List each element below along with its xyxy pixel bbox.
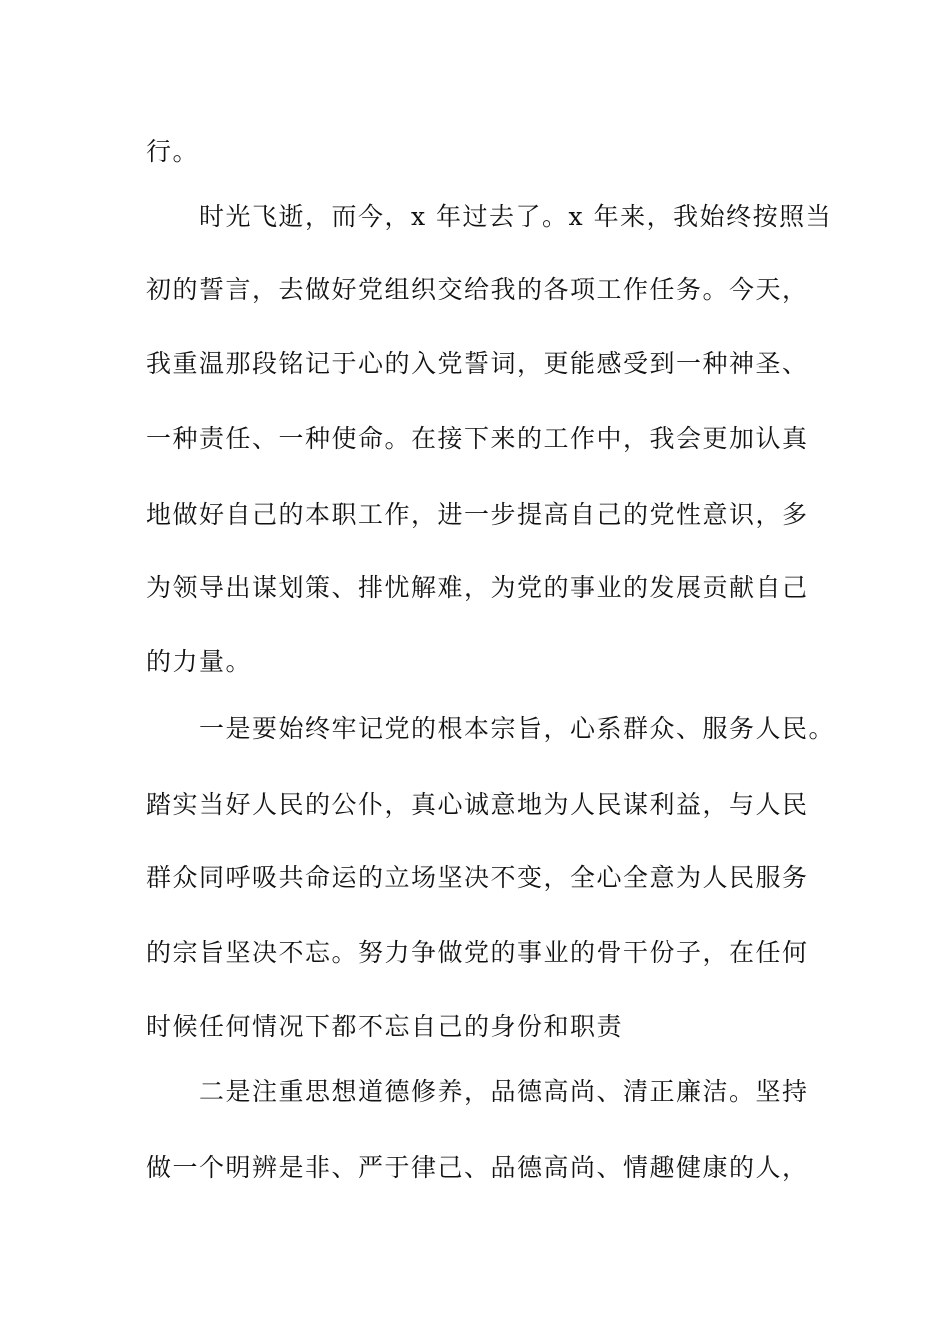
text-line: 时候任何情况下都不忘自己的身份和职责: [146, 1012, 624, 1041]
text-line: 行。: [146, 137, 200, 166]
text-line: 一种责任、一种使命。在接下来的工作中，我会更加认真: [146, 424, 809, 453]
text-line: 地做好自己的本职工作，进一步提高自己的党性意识，多: [146, 500, 809, 529]
text-line: 踏实当好人民的公仆，真心诚意地为人民谋利益，与人民: [146, 790, 809, 819]
text-line: 的力量。: [146, 647, 253, 676]
text-line: 初的誓言，去做好党组织交给我的各项工作任务。今天，: [146, 275, 809, 304]
text-line: 做一个明辨是非、严于律己、品德高尚、情趣健康的人，: [146, 1153, 809, 1182]
text-line: 二是注重思想道德修养，品德高尚、清正廉洁。坚持: [199, 1077, 809, 1106]
text-line: 的宗旨坚决不忘。努力争做党的事业的骨干份子，在任何: [146, 938, 809, 967]
text-line: 群众同呼吸共命运的立场坚决不变，全心全意为人民服务: [146, 863, 809, 892]
text-line: 我重温那段铭记于心的入党誓词，更能感受到一种神圣、: [146, 349, 809, 378]
text-line: 为领导出谋划策、排忧解难，为党的事业的发展贡献自己: [146, 573, 809, 602]
text-line: 一是要始终牢记党的根本宗旨，心系群众、服务人民。: [199, 714, 836, 743]
text-line: 时光飞逝，而今，x 年过去了。x 年来，我始终按照当: [199, 202, 833, 231]
